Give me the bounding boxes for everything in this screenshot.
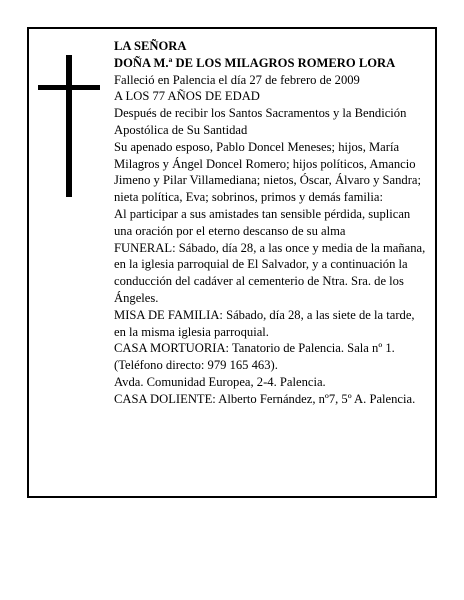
- funeral-details: FUNERAL: Sábado, día 28, a las once y media de la mañana, en la iglesia parroquial de El Salvador, y a continuación la conducción del cadáver al cementerio de Ntra. Sra. de los Ángeles.: [114, 240, 426, 305]
- prayer-request: Al participar a sus amistades tan sensible pérdida, suplican una oración por el eterno descanso de su alma: [114, 206, 411, 238]
- cross-vertical-bar: [66, 55, 72, 197]
- cross-icon: [38, 55, 100, 197]
- cross-horizontal-bar: [38, 85, 100, 90]
- age-statement: A LOS 77 AÑOS DE EDAD: [114, 89, 260, 104]
- notice-text: [114, 38, 426, 408]
- family-list: Su apenado esposo, Pablo Doncel Meneses; hijos, María Milagros y Ángel Doncel Romero; hijos políticos, Amancio Jimeno y Pilar Villamediana; nietos, Óscar, Álvaro y Sandra; nieta política, Eva; sobrinos, primos y demás familia:: [114, 139, 421, 205]
- sacraments-statement: Después de recibir los Santos Sacramentos y la Bendición Apostólica de Su Santidad: [114, 106, 407, 137]
- mortuary-address: Avda. Comunidad Europea, 2-4. Palencia.: [114, 374, 326, 389]
- notice-heading: LA SEÑORA: [114, 39, 187, 53]
- mortuary-details: CASA MORTUORIA: Tanatorio de Palencia. Sala nº 1. (Teléfono directo: 979 165 463).: [114, 341, 395, 373]
- family-mass-details: MISA DE FAMILIA: Sábado, día 28, a las siete de la tarde, en la misma iglesia parroquial.: [114, 307, 415, 339]
- death-statement: Falleció en Palencia el día 27 de febrero de 2009: [114, 72, 360, 87]
- mourning-house-details: CASA DOLIENTE: Alberto Fernández, nº7, 5º A. Palencia.: [114, 391, 416, 406]
- deceased-name: DOÑA M.ª DE LOS MILAGROS ROMERO LORA: [114, 55, 396, 70]
